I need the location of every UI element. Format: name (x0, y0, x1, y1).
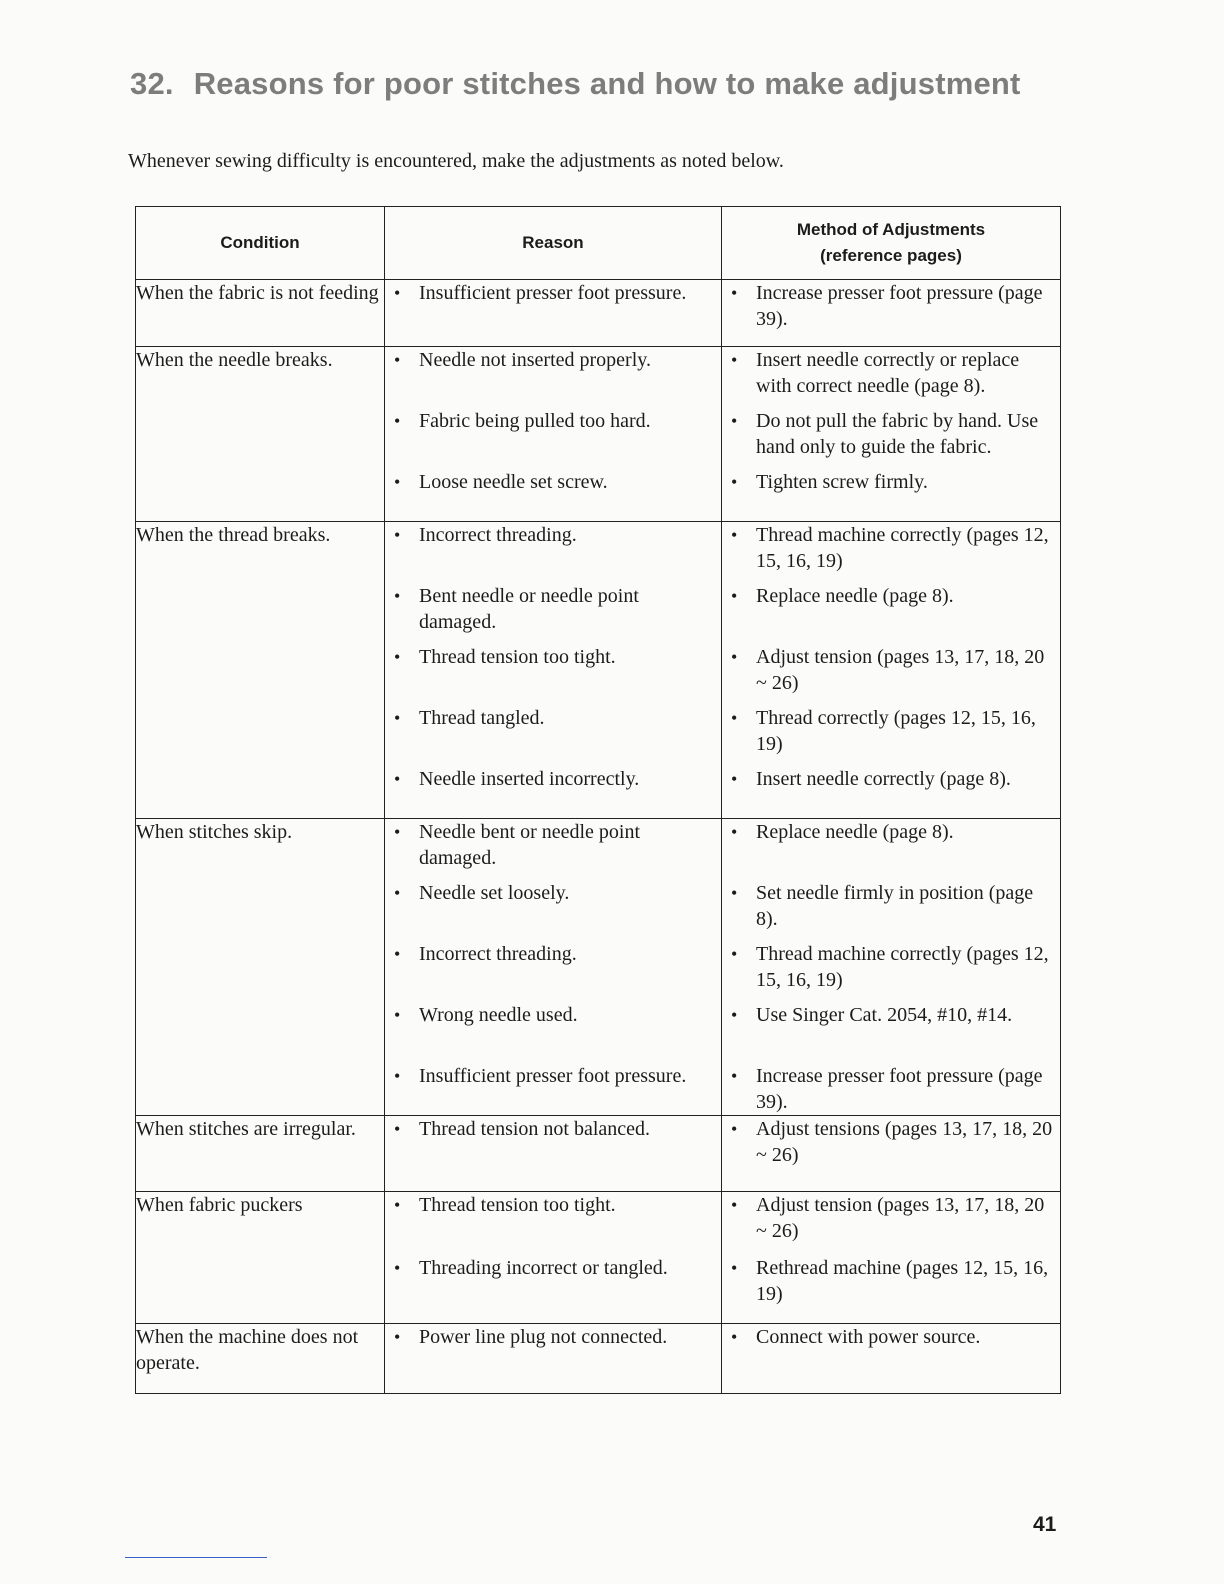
method-text: Insert needle correctly or replace with correct needle (page 8). (756, 349, 1020, 397)
bullet-icon: • (731, 1119, 738, 1139)
condition-cell: When the thread breaks. (136, 522, 385, 819)
reason-cell (385, 522, 722, 819)
reason-item (385, 1002, 721, 1054)
method-item (722, 1255, 1060, 1307)
method-text: Use Singer Cat. 2054, #10, #14. (756, 1004, 1013, 1026)
method-item (722, 408, 1060, 460)
method-item (722, 819, 1060, 871)
bullet-icon: • (394, 411, 401, 431)
table-row (136, 1324, 1061, 1394)
table-row (136, 1192, 1061, 1324)
method-text: Insert needle correctly (page 8). (756, 768, 1011, 790)
reason-text: Loose needle set screw. (419, 471, 608, 493)
reason-cell (385, 1192, 722, 1324)
reason-text: Thread tangled. (419, 707, 545, 729)
bullet-icon: • (731, 350, 738, 370)
method-text: Increase presser foot pressure (page 39). (756, 282, 1043, 330)
reason-text: Needle not inserted properly. (419, 349, 651, 371)
condition-cell: When the fabric is not feeding (136, 280, 385, 347)
reason-item (385, 1063, 721, 1115)
bullet-icon: • (731, 283, 738, 303)
bullet-icon: • (731, 1258, 738, 1278)
reason-cell (385, 280, 722, 347)
method-text: Replace needle (page 8). (756, 821, 954, 843)
method-item (722, 280, 1060, 332)
reason-item (385, 880, 721, 932)
bullet-icon: • (731, 1005, 738, 1025)
reason-text: Insufficient presser foot pressure. (419, 282, 687, 304)
bullet-icon: • (731, 1195, 738, 1215)
condition-cell: When stitches are irregular. (136, 1116, 385, 1192)
reason-text: Wrong needle used. (419, 1004, 578, 1026)
method-item (722, 522, 1060, 574)
reason-item (385, 522, 721, 574)
method-cell (722, 347, 1061, 522)
condition-cell: When fabric puckers (136, 1192, 385, 1324)
method-item (722, 1002, 1060, 1054)
method-item (722, 1116, 1060, 1168)
reason-item (385, 766, 721, 818)
method-text: Tighten screw firmly. (756, 471, 928, 493)
reason-text: Thread tension not balanced. (419, 1118, 651, 1140)
bullet-icon: • (394, 1195, 401, 1215)
method-item (722, 766, 1060, 818)
section-title-text: Reasons for poor stitches and how to make adjustment (193, 66, 1021, 101)
reason-text: Thread tension too tight. (419, 1194, 616, 1216)
reason-text: Incorrect threading. (419, 943, 577, 965)
page-number: 41 (1033, 1513, 1057, 1536)
bullet-icon: • (394, 1119, 401, 1139)
reason-text: Insufficient presser foot pressure. (419, 1065, 687, 1087)
method-text: Thread machine correctly (pages 12, 15, 16, 19) (756, 943, 1049, 991)
bullet-icon: • (394, 944, 401, 964)
method-cell (722, 1116, 1061, 1192)
method-cell (722, 1192, 1061, 1324)
method-cell (722, 819, 1061, 1116)
bullet-icon: • (731, 1066, 738, 1086)
header-method (722, 207, 1061, 280)
reason-cell (385, 1116, 722, 1192)
method-item (722, 880, 1060, 932)
reason-item (385, 941, 721, 993)
bullet-icon: • (731, 586, 738, 606)
method-text: Do not pull the fabric by hand. Use hand only to guide the fabric. (756, 410, 1039, 458)
method-text: Adjust tensions (pages 13, 17, 18, 20 ~ 26) (756, 1118, 1053, 1166)
reason-item (385, 644, 721, 696)
bullet-icon: • (731, 769, 738, 789)
table-header-row (136, 207, 1061, 280)
reason-text: Incorrect threading. (419, 524, 577, 546)
reason-item (385, 1255, 721, 1307)
table-body (136, 280, 1061, 1394)
condition-cell: When stitches skip. (136, 819, 385, 1116)
method-text: Increase presser foot pressure (page 39). (756, 1065, 1043, 1113)
method-item (722, 1192, 1060, 1244)
bullet-icon: • (394, 472, 401, 492)
bullet-icon: • (394, 708, 401, 728)
bullet-icon: • (731, 472, 738, 492)
method-cell (722, 280, 1061, 347)
reason-text: Needle set loosely. (419, 882, 570, 904)
method-item (722, 347, 1060, 399)
method-item (722, 705, 1060, 757)
bullet-icon: • (394, 350, 401, 370)
header-reason: Reason (385, 207, 722, 280)
reason-item (385, 819, 721, 871)
table-row (136, 347, 1061, 522)
header-condition: Condition (136, 207, 385, 280)
reason-text: Needle inserted incorrectly. (419, 768, 640, 790)
method-cell (722, 522, 1061, 819)
bullet-icon: • (731, 883, 738, 903)
method-item (722, 941, 1060, 993)
footer-rule (125, 1557, 267, 1558)
bullet-icon: • (731, 1327, 738, 1347)
method-text: Adjust tension (pages 13, 17, 18, 20 ~ 26) (756, 646, 1045, 694)
reason-text: Thread tension too tight. (419, 646, 616, 668)
bullet-icon: • (394, 769, 401, 789)
reason-cell (385, 819, 722, 1116)
reason-text: Needle bent or needle point damaged. (419, 821, 641, 869)
method-text: Rethread machine (pages 12, 15, 16, 19) (756, 1257, 1049, 1305)
method-text: Set needle firmly in position (page 8). (756, 882, 1034, 930)
bullet-icon: • (394, 883, 401, 903)
method-text: Thread correctly (pages 12, 15, 16, 19) (756, 707, 1036, 755)
method-text: Thread machine correctly (pages 12, 15, 16, 19) (756, 524, 1049, 572)
reason-item (385, 347, 721, 399)
bullet-icon: • (731, 822, 738, 842)
table-row (136, 280, 1061, 347)
condition-cell: When the needle breaks. (136, 347, 385, 522)
method-item (722, 644, 1060, 696)
section-title (130, 66, 1021, 102)
bullet-icon: • (394, 1005, 401, 1025)
intro-paragraph: Whenever sewing difficulty is encountered, make the adjustments as noted below. (128, 150, 784, 172)
method-text: Adjust tension (pages 13, 17, 18, 20 ~ 26) (756, 1194, 1045, 1242)
reason-cell (385, 347, 722, 522)
reason-item (385, 408, 721, 460)
bullet-icon: • (731, 647, 738, 667)
bullet-icon: • (394, 822, 401, 842)
method-cell (722, 1324, 1061, 1394)
reason-item (385, 583, 721, 635)
reason-item (385, 280, 721, 306)
table-row (136, 522, 1061, 819)
bullet-icon: • (394, 647, 401, 667)
reason-item (385, 1192, 721, 1244)
bullet-icon: • (394, 283, 401, 303)
reason-item (385, 469, 721, 521)
method-text: Connect with power source. (756, 1326, 981, 1348)
method-item (722, 583, 1060, 635)
section-number: 32. (130, 66, 174, 101)
reason-text: Bent needle or needle point damaged. (419, 585, 639, 633)
bullet-icon: • (394, 525, 401, 545)
bullet-icon: • (394, 1327, 401, 1347)
reason-text: Power line plug not connected. (419, 1326, 668, 1348)
method-item (722, 1063, 1060, 1115)
header-method-subtitle: (reference pages) (820, 246, 962, 265)
bullet-icon: • (394, 586, 401, 606)
bullet-icon: • (731, 944, 738, 964)
header-method-title: Method of Adjustments (796, 220, 986, 239)
condition-cell: When the machine does not operate. (136, 1324, 385, 1394)
method-item (722, 1324, 1060, 1350)
table-row (136, 819, 1061, 1116)
method-text: Replace needle (page 8). (756, 585, 954, 607)
table-row (136, 1116, 1061, 1192)
bullet-icon: • (731, 708, 738, 728)
reason-item (385, 1324, 721, 1350)
reason-item (385, 1116, 721, 1142)
reason-item (385, 705, 721, 757)
reason-text: Threading incorrect or tangled. (419, 1257, 668, 1279)
reason-cell (385, 1324, 722, 1394)
bullet-icon: • (731, 411, 738, 431)
troubleshooting-table (135, 206, 1061, 1394)
reason-text: Fabric being pulled too hard. (419, 410, 651, 432)
bullet-icon: • (731, 525, 738, 545)
bullet-icon: • (394, 1066, 401, 1086)
method-item (722, 469, 1060, 521)
bullet-icon: • (394, 1258, 401, 1278)
